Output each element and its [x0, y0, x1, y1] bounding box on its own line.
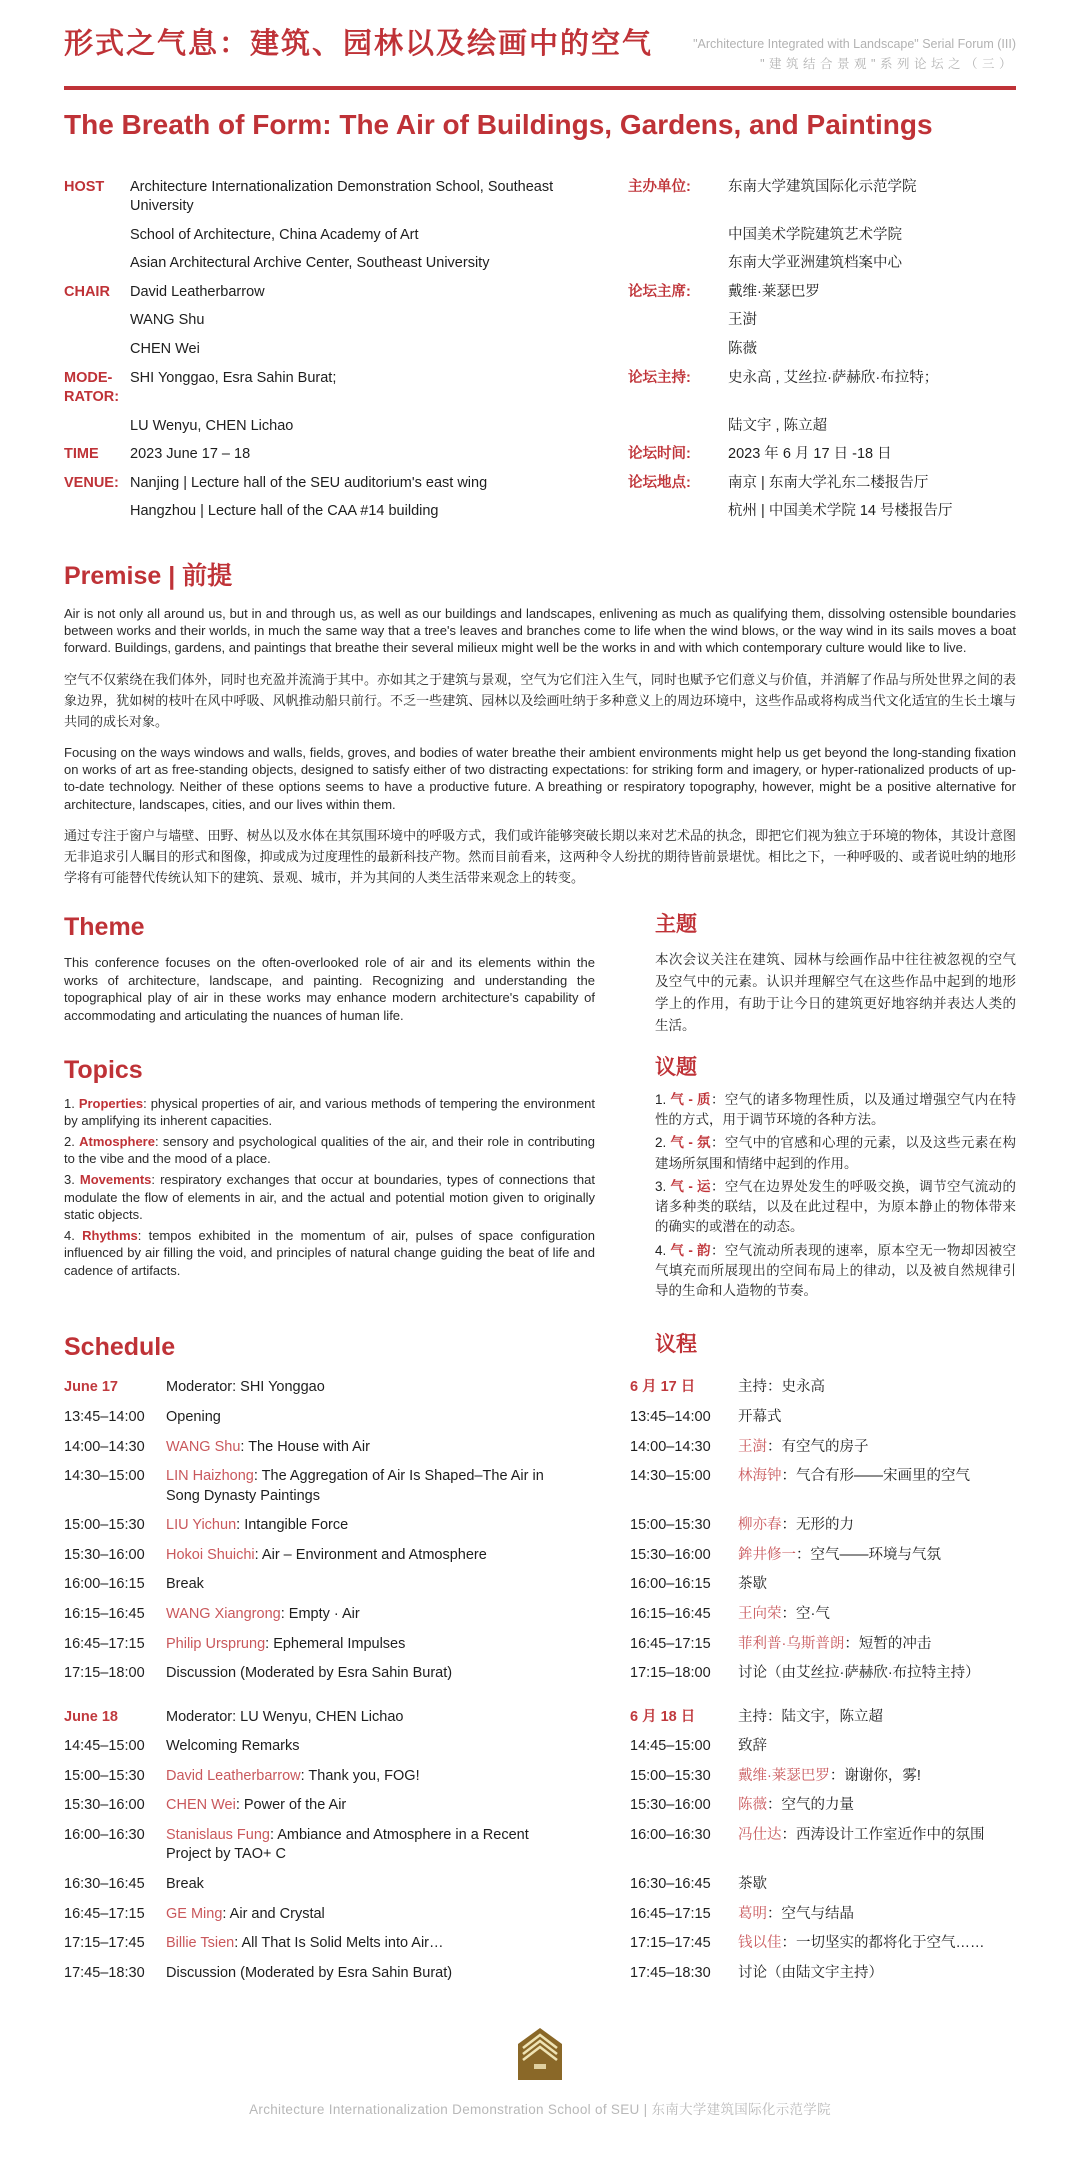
event-title-zh: 茶歇 — [738, 1876, 767, 1893]
topics-heading-en: Topics — [64, 1055, 143, 1084]
time-slot-en: 15:00–15:30 — [64, 1517, 145, 1534]
event-zh — [738, 1964, 1016, 1984]
event-title-en: : All That Is Solid Melts into Air… — [234, 1935, 444, 1952]
event-title-zh: 致辞 — [738, 1738, 767, 1755]
info-row — [64, 417, 1016, 437]
topic-keyword: Properties — [78, 1095, 144, 1111]
topic-number: 4. — [64, 1227, 75, 1243]
column-gap — [578, 1875, 630, 1895]
schedule-row — [64, 1737, 1016, 1757]
schedule-day-header — [64, 1378, 1016, 1398]
time-slot-en: 16:00–16:15 — [64, 1576, 145, 1593]
time-slot-en: 16:45–17:15 — [64, 1635, 145, 1652]
event-title-en: : Ambiance and Atmosphere in a Recent Project by TAO+ C — [166, 1826, 529, 1863]
event-zh — [738, 1575, 1016, 1595]
info-row — [64, 340, 1016, 360]
schedule-row — [64, 1796, 1016, 1816]
topic-text: ：空气在边界处发生的呼吸交换，调节空气流动的诸多种类的联结，以及在此过程中，为原本静止的物体带来的确实的或潜在的动态。 — [655, 1178, 1016, 1235]
time-slot-en: 16:00–16:30 — [64, 1826, 145, 1843]
topic-item — [64, 1171, 595, 1224]
topic-number: 3. — [64, 1171, 75, 1187]
time-slot-zh: 13:45–14:00 — [630, 1409, 711, 1426]
info-value-en: 2023 June 17 – 18 — [130, 446, 251, 463]
event-title-zh: 讨论（由陆文宇主持） — [738, 1964, 883, 1981]
info-row — [64, 369, 1016, 408]
info-value-en: Asian Architectural Archive Center, Southeast University — [130, 255, 490, 272]
speaker-zh: 钱以佳 — [738, 1935, 782, 1952]
topic-text: : respiratory exchanges that occur at boundaries, types of connections that modulate the flow of elements in air, and the actual and potential motion given to originally static objects. — [64, 1171, 595, 1223]
event-en — [166, 1796, 578, 1816]
info-row — [64, 502, 1016, 522]
schedule-date-zh: 6 月 17 日 — [630, 1379, 696, 1396]
schedule-row — [64, 1934, 1016, 1954]
event-title-en: Discussion (Moderated by Esra Sahin Burat) — [166, 1665, 453, 1682]
time-slot-zh: 14:45–15:00 — [630, 1738, 711, 1755]
event-en — [166, 1467, 578, 1506]
event-title-zh: ：无形的力 — [781, 1517, 854, 1534]
event-zh — [738, 1875, 1016, 1895]
info-label-en: MODE-RATOR: — [64, 369, 120, 406]
column-gap — [578, 1467, 630, 1506]
info-label-zh — [628, 226, 728, 246]
schedule-day-june18 — [64, 1708, 1016, 1984]
event-title-zh: ：有空气的房子 — [767, 1438, 869, 1455]
column-gap — [578, 1767, 630, 1787]
event-title-en: : The House with Air — [240, 1438, 370, 1455]
topic-item — [64, 1133, 595, 1168]
column-gap — [578, 1605, 630, 1625]
event-title-zh: ：短暂的冲击 — [844, 1635, 932, 1652]
info-value-zh: 陆文宇 , 陈立超 — [728, 417, 828, 434]
topic-keyword: 气 - 韵 — [670, 1242, 711, 1258]
speaker-en: Hokoi Shuichi — [166, 1546, 255, 1563]
column-gap — [578, 1438, 630, 1458]
topic-item — [64, 1227, 595, 1280]
column-gap — [578, 1664, 630, 1684]
event-title-en: Break — [166, 1576, 204, 1593]
schedule-moderator-en: Moderator: LU Wenyu, CHEN Lichao — [166, 1708, 404, 1725]
time-slot-zh: 16:15–16:45 — [630, 1605, 711, 1622]
schedule-section — [64, 1332, 1016, 1993]
event-en — [166, 1905, 578, 1925]
schedule-row — [64, 1767, 1016, 1787]
theme-text-en: This conference focuses on the often-overlooked role of air and its elements within the works of architecture, landscape, and painting. Recognizing and understanding the topographical play of air in these works may enhance modern architecture's capability of accommodating and articulating the nuances of human life. — [64, 955, 595, 1023]
premise-paragraph-zh-2: 通过专注于窗户与墙壁、田野、树丛以及水体在其氛围环境中的呼吸方式，我们或许能够突破长期以来对艺术品的执念，即把它们视为独立于环境的物体，其设计意图无非追求引人瞩目的形式和图像，抑或成为过度理性的最新科技产物。然而目前看来，这两种令人纷扰的期待皆前景堪忧。相比之下，一种呼吸的、或者说吐纳的地形学将有可能替代传统认知下的建筑、景观、城市，并为其间的人类生活带来观念上的转变。 — [64, 828, 1016, 886]
schedule-headings — [64, 1332, 1016, 1362]
serial-forum-subtitle — [693, 34, 1016, 74]
info-label-zh — [628, 417, 728, 437]
schedule-date-en: June 17 — [64, 1379, 118, 1396]
topic-keyword: 气 - 氛 — [670, 1135, 711, 1151]
speaker-zh: 冯仕达 — [738, 1826, 782, 1843]
time-slot-zh: 14:00–14:30 — [630, 1438, 711, 1455]
topic-keyword: Rhythms — [82, 1227, 138, 1243]
time-slot-en: 17:15–17:45 — [64, 1935, 145, 1952]
event-en — [166, 1516, 578, 1536]
event-en — [166, 1408, 578, 1428]
info-label-zh — [628, 254, 728, 274]
schedule-row — [64, 1438, 1016, 1458]
event-en — [166, 1546, 578, 1566]
topic-keyword: 气 - 运 — [670, 1178, 711, 1194]
event-en — [166, 1664, 578, 1684]
schedule-row — [64, 1467, 1016, 1506]
topic-keyword: Movements — [79, 1171, 152, 1187]
schedule-row — [64, 1516, 1016, 1536]
info-label-zh: 论坛主席: — [628, 283, 691, 300]
schedule-heading-zh: 议程 — [655, 1333, 697, 1357]
speaker-en: LIN Haizhong — [166, 1468, 254, 1485]
theme-col-zh — [655, 912, 1016, 1037]
column-gap — [578, 1378, 630, 1398]
event-title-zh: 茶歇 — [738, 1576, 767, 1593]
event-en — [166, 1605, 578, 1625]
time-slot-en: 17:45–18:30 — [64, 1964, 145, 1981]
schedule-moderator-zh: 主持：陆文宇，陈立超 — [738, 1708, 883, 1725]
time-slot-zh: 16:30–16:45 — [630, 1876, 711, 1893]
event-en — [166, 1575, 578, 1595]
event-title-en: : Intangible Force — [236, 1517, 349, 1534]
info-label-zh: 论坛地点: — [628, 474, 691, 491]
info-label-en: VENUE: — [64, 474, 119, 491]
topic-keyword: 气 - 质 — [670, 1091, 711, 1107]
topics-heading-zh: 议题 — [655, 1055, 697, 1079]
speaker-zh: 王澍 — [738, 1438, 767, 1455]
schedule-moderator-en: Moderator: SHI Yonggao — [166, 1379, 325, 1396]
speaker-zh: 葛明 — [738, 1905, 767, 1922]
speaker-en: Stanislaus Fung — [166, 1826, 270, 1843]
column-gap — [578, 1708, 630, 1728]
info-label-zh — [628, 311, 728, 331]
info-value-zh: 杭州 | 中国美术学院 14 号楼报告厅 — [728, 503, 953, 520]
topic-number: 1. — [64, 1095, 75, 1111]
footer — [64, 1993, 1016, 2138]
schedule-heading-en: Schedule — [64, 1333, 176, 1362]
event-en — [166, 1767, 578, 1787]
event-zh — [738, 1467, 1016, 1506]
info-value-en: WANG Shu — [130, 312, 205, 329]
info-label-en: TIME — [64, 446, 99, 463]
info-row — [64, 311, 1016, 331]
topics-col-zh — [655, 1055, 1016, 1305]
column-gap — [578, 1796, 630, 1816]
time-slot-en: 16:30–16:45 — [64, 1876, 145, 1893]
theme-col-en — [64, 912, 595, 1037]
event-zh — [738, 1767, 1016, 1787]
info-row — [64, 445, 1016, 465]
speaker-zh: 鉾井修一 — [738, 1546, 796, 1563]
schedule-moderator-zh: 主持：史永高 — [738, 1379, 825, 1396]
forum-title-zh: 形式之气息：建筑、园林以及绘画中的空气 — [64, 28, 654, 60]
info-value-zh: 南京 | 东南大学礼东二楼报告厅 — [728, 474, 929, 491]
event-title-zh: ：谢谢你，雾! — [829, 1767, 921, 1784]
speaker-zh: 柳亦春 — [738, 1517, 782, 1534]
theme-text-zh: 本次会议关注在建筑、园林与绘画作品中往往被忽视的空气及空气中的元素。认识并理解空气在这些作品中起到的地形学上的作用，有助于让今日的建筑更好地容纳并表达人类的生活。 — [655, 952, 1016, 1033]
topic-number: 2. — [655, 1135, 667, 1151]
seu-school-logo — [517, 2027, 563, 2081]
premise-heading: Premise | 前提 — [64, 561, 233, 590]
time-slot-zh: 16:00–16:15 — [630, 1576, 711, 1593]
event-title-en: : Empty · Air — [280, 1605, 360, 1622]
event-zh — [738, 1826, 1016, 1865]
event-zh — [738, 1664, 1016, 1684]
info-row — [64, 178, 1016, 217]
event-en — [166, 1635, 578, 1655]
info-value-zh: 2023 年 6 月 17 日 -18 日 — [728, 446, 892, 463]
time-slot-en: 16:15–16:45 — [64, 1605, 145, 1622]
event-zh — [738, 1796, 1016, 1816]
event-title-en: Welcoming Remarks — [166, 1738, 300, 1755]
time-slot-zh: 16:45–17:15 — [630, 1905, 711, 1922]
schedule-date-en: June 18 — [64, 1708, 118, 1725]
event-title-zh: ：空气——环境与气氛 — [796, 1546, 941, 1563]
info-value-en: LU Wenyu, CHEN Lichao — [130, 417, 294, 434]
event-title-en: : Air – Environment and Atmosphere — [254, 1546, 487, 1563]
event-title-zh: ：空·气 — [781, 1605, 830, 1622]
speaker-en: David Leatherbarrow — [166, 1767, 301, 1784]
time-slot-zh: 15:00–15:30 — [630, 1517, 711, 1534]
serial-forum-zh: "建筑结合景观"系列论坛之（三） — [760, 57, 1016, 71]
event-title-zh: ：气合有形——宋画里的空气 — [781, 1468, 970, 1485]
speaker-en: WANG Xiangrong — [166, 1605, 281, 1622]
info-label-en — [64, 340, 130, 360]
time-slot-zh: 17:15–17:45 — [630, 1935, 711, 1952]
info-label-zh: 论坛主持: — [628, 369, 691, 386]
info-label-zh — [628, 502, 728, 522]
event-en — [166, 1964, 578, 1984]
info-value-en: Architecture Internationalization Demonstration School, Southeast University — [130, 178, 554, 215]
time-slot-en: 16:45–17:15 — [64, 1905, 145, 1922]
time-slot-en: 15:30–16:00 — [64, 1546, 145, 1563]
time-slot-zh: 15:00–15:30 — [630, 1767, 711, 1784]
topics-section — [64, 1055, 1016, 1305]
schedule-row — [64, 1664, 1016, 1684]
column-gap — [578, 1826, 630, 1865]
theme-section — [64, 912, 1016, 1037]
time-slot-zh: 17:15–18:00 — [630, 1665, 711, 1682]
schedule-row — [64, 1546, 1016, 1566]
topic-number: 1. — [655, 1091, 667, 1107]
info-section — [64, 178, 1016, 531]
event-en — [166, 1737, 578, 1757]
serial-forum-en: "Architecture Integrated with Landscape" Serial Forum (III) — [693, 37, 1016, 51]
event-zh — [738, 1737, 1016, 1757]
speaker-en: Billie Tsien — [166, 1935, 235, 1952]
info-label-zh: 主办单位: — [628, 178, 691, 195]
info-row — [64, 474, 1016, 494]
speaker-en: CHEN Wei — [166, 1797, 236, 1814]
schedule-row — [64, 1408, 1016, 1428]
event-zh — [738, 1605, 1016, 1625]
red-divider — [64, 86, 1016, 90]
speaker-en: GE Ming — [166, 1905, 223, 1922]
column-gap — [578, 1635, 630, 1655]
info-value-en: School of Architecture, China Academy of Art — [130, 226, 419, 243]
schedule-day-header — [64, 1708, 1016, 1728]
time-slot-en: 14:45–15:00 — [64, 1738, 145, 1755]
info-label-en — [64, 502, 130, 522]
event-title-en: Opening — [166, 1409, 221, 1426]
time-slot-zh: 16:00–16:30 — [630, 1826, 711, 1843]
time-slot-zh: 16:45–17:15 — [630, 1635, 711, 1652]
speaker-en: WANG Shu — [166, 1438, 241, 1455]
forum-title-en: The Breath of Form: The Air of Buildings, Gardens, and Paintings — [64, 109, 933, 140]
time-slot-en: 15:30–16:00 — [64, 1797, 145, 1814]
topic-text: : physical properties of air, and various methods of tempering the environment by amplifying its inherent capacities. — [64, 1095, 595, 1129]
info-label-en: CHAIR — [64, 283, 110, 300]
info-value-en: Nanjing | Lecture hall of the SEU auditorium's east wing — [130, 474, 488, 491]
column-gap — [578, 1546, 630, 1566]
event-title-zh: 开幕式 — [738, 1409, 782, 1426]
time-slot-zh: 15:30–16:00 — [630, 1546, 711, 1563]
column-gap — [578, 1964, 630, 1984]
schedule-row — [64, 1575, 1016, 1595]
footer-caption: Architecture Internationalization Demonstration School of SEU | 东南大学建筑国际化示范学院 — [249, 2102, 831, 2118]
time-slot-en: 14:00–14:30 — [64, 1438, 145, 1455]
event-zh — [738, 1438, 1016, 1458]
schedule-date-zh: 6 月 18 日 — [630, 1708, 696, 1725]
topic-text: ：空气流动所表现的速率，原本空无一物却因被空气填充而所展现出的空间布局上的律动，以及被自然规律引导的生命和人造物的节奏。 — [655, 1242, 1016, 1299]
info-value-zh: 中国美术学院建筑艺术学院 — [728, 226, 902, 243]
column-gap — [578, 1737, 630, 1757]
schedule-days — [64, 1378, 1016, 1983]
column-gap — [578, 1905, 630, 1925]
schedule-row — [64, 1635, 1016, 1655]
topic-number: 4. — [655, 1242, 667, 1258]
event-en — [166, 1826, 578, 1865]
speaker-zh: 菲利普·乌斯普朗 — [738, 1635, 845, 1652]
schedule-row — [64, 1905, 1016, 1925]
topics-list-zh — [655, 1090, 1016, 1302]
event-title-en: : Ephemeral Impulses — [265, 1635, 406, 1652]
info-row — [64, 283, 1016, 303]
column-gap — [578, 1934, 630, 1954]
event-zh — [738, 1635, 1016, 1655]
info-row — [64, 226, 1016, 246]
time-slot-en: 13:45–14:00 — [64, 1409, 145, 1426]
column-gap — [578, 1575, 630, 1595]
speaker-zh: 林海钟 — [738, 1468, 782, 1485]
info-label-en — [64, 417, 130, 437]
time-slot-zh: 14:30–15:00 — [630, 1468, 711, 1485]
event-title-en: Break — [166, 1876, 204, 1893]
event-zh — [738, 1934, 1016, 1954]
topic-item — [655, 1090, 1016, 1131]
event-title-zh: ：空气的力量 — [767, 1797, 854, 1814]
column-gap — [578, 1516, 630, 1536]
info-value-zh: 戴维·莱瑟巴罗 — [728, 283, 820, 300]
info-value-zh: 东南大学亚洲建筑档案中心 — [728, 255, 902, 272]
topic-item — [64, 1095, 595, 1130]
event-en — [166, 1934, 578, 1954]
topic-text: ：空气中的官感和心理的元素，以及这些元素在构建场所氛围和情绪中起到的作用。 — [655, 1135, 1016, 1171]
theme-heading-en: Theme — [64, 913, 145, 942]
info-row — [64, 254, 1016, 274]
topic-item — [655, 1133, 1016, 1174]
premise-section — [64, 561, 1016, 900]
schedule-row — [64, 1964, 1016, 1984]
topics-list-en — [64, 1095, 595, 1279]
speaker-zh: 陈薇 — [738, 1797, 767, 1814]
event-title-zh: ：一切坚实的都将化于空气…… — [781, 1935, 985, 1952]
info-value-en: Hangzhou | Lecture hall of the CAA #14 building — [130, 503, 439, 520]
info-label-en — [64, 226, 130, 246]
topics-col-en — [64, 1055, 595, 1305]
topic-keyword: Atmosphere — [79, 1133, 155, 1149]
topic-text: : sensory and psychological qualities of the air, and their role in contributing to the vibe and the mood of a place. — [64, 1133, 595, 1167]
event-zh — [738, 1408, 1016, 1428]
info-label-zh: 论坛时间: — [628, 446, 691, 463]
event-title-en: : Air and Crystal — [222, 1905, 325, 1922]
info-label-en — [64, 311, 130, 331]
event-en — [166, 1438, 578, 1458]
event-title-zh: ：空气与结晶 — [767, 1905, 854, 1922]
header — [64, 26, 1016, 74]
event-title-zh: 讨论（由艾丝拉·萨赫欣·布拉特主持） — [738, 1665, 980, 1682]
event-zh — [738, 1546, 1016, 1566]
topic-number: 3. — [655, 1178, 667, 1194]
schedule-row — [64, 1605, 1016, 1625]
topic-text: : tempos exhibited in the momentum of air, pulses of space configuration influenced by air filling the void, and principles of natural change guiding the beat of life and cadence of artifacts. — [64, 1227, 595, 1278]
info-label-zh — [628, 340, 728, 360]
schedule-row — [64, 1826, 1016, 1865]
info-value-zh: 史永高 , 艾丝拉·萨赫欣·布拉特； — [728, 369, 939, 386]
schedule-row — [64, 1875, 1016, 1895]
premise-paragraph-en-2: Focusing on the ways windows and walls, fields, groves, and bodies of water breathe their ambient environments might help us get beyond the long-standing fixation on works of art as free-standing objects, designed to satisfy either of two distracting expectations: for striking form and imagery, or hyper-rationalized products of up-to-date technology. Neither of these options seems to have a productive future. A breathing or respiratory topography, however, might be a positive alternative for architecture, landscapes, cities, and our lives within them. — [64, 744, 1016, 812]
schedule-day-june17 — [64, 1378, 1016, 1683]
time-slot-en: 17:15–18:00 — [64, 1665, 145, 1682]
event-title-zh: ：西涛设计工作室近作中的氛围 — [781, 1826, 985, 1843]
info-value-zh: 王澍 — [728, 312, 757, 329]
premise-paragraph-en-1: Air is not only all around us, but in and through us, as well as our buildings and landscapes, enlivening as much as qualifying them, dissolving ostensible boundaries between works and their worlds, in much the same way that a tree's leaves and branches come to life when the wind blows, or the way wind in its sails moves a boat forward. Buildings, gardens, and paintings that breathe their several milieux might well be the works in and with which contemporary culture would like to live. — [64, 605, 1016, 656]
event-title-en: Discussion (Moderated by Esra Sahin Burat) — [166, 1964, 453, 1981]
event-zh — [738, 1516, 1016, 1536]
topic-item — [655, 1177, 1016, 1238]
event-zh — [738, 1905, 1016, 1925]
speaker-zh: 戴维·莱瑟巴罗 — [738, 1767, 830, 1784]
event-title-en: : Power of the Air — [235, 1797, 347, 1814]
info-value-en: CHEN Wei — [130, 340, 200, 357]
info-value-zh: 东南大学建筑国际化示范学院 — [728, 178, 917, 195]
topic-number: 2. — [64, 1133, 75, 1149]
topic-item — [655, 1241, 1016, 1302]
speaker-zh: 王向荣 — [738, 1605, 782, 1622]
event-title-en: : The Aggregation of Air Is Shaped–The Air in Song Dynasty Paintings — [166, 1468, 544, 1504]
time-slot-zh: 17:45–18:30 — [630, 1964, 711, 1981]
info-value-en: SHI Yonggao, Esra Sahin Burat; — [130, 369, 337, 386]
speaker-en: Philip Ursprung — [166, 1635, 266, 1652]
theme-heading-zh: 主题 — [655, 913, 697, 937]
topic-text: ：空气的诸多物理性质，以及通过增强空气内在特性的方式，用于调节环境的各种方法。 — [655, 1091, 1016, 1128]
time-slot-en: 15:00–15:30 — [64, 1767, 145, 1784]
premise-paragraph-zh-1: 空气不仅萦绕在我们体外，同时也充盈并流淌于其中。亦如其之于建筑与景观，空气为它们注入生气，同时也赋予它们意义与价值，并消解了作品与所处世界之间的表象边界，犹如树的枝叶在风中呼吸、风帆推动船只前行。不乏一些建筑、园林以及绘画吐纳于多种意义上的周边环境中，这些作品或将构成当代文化适宜的生长土壤与共同的成长对象。 — [64, 671, 1016, 729]
info-value-en: David Leatherbarrow — [130, 283, 265, 300]
column-gap — [578, 1408, 630, 1428]
speaker-en: LIU Yichun — [166, 1517, 237, 1534]
event-title-en: : Thank you, FOG! — [300, 1767, 420, 1784]
info-value-zh: 陈薇 — [728, 340, 757, 357]
time-slot-zh: 15:30–16:00 — [630, 1797, 711, 1814]
info-label-en — [64, 254, 130, 274]
time-slot-en: 14:30–15:00 — [64, 1468, 145, 1485]
info-label-en: HOST — [64, 178, 105, 195]
event-en — [166, 1875, 578, 1895]
